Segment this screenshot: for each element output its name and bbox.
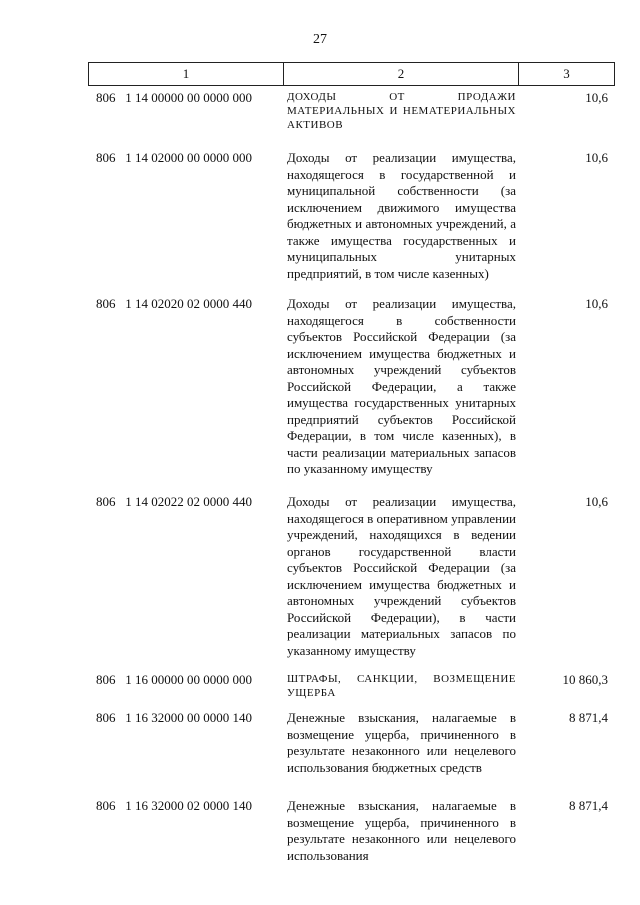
row-amount: 10,6 [585,494,608,509]
table-row [0,798,640,863]
table-row [0,150,640,300]
table-row [0,710,640,798]
column-header-3: 3 [519,63,615,86]
table-row [0,90,640,140]
budget-code: 806 1 16 32000 02 0000 140 [96,798,252,813]
row-amount: 8 871,4 [569,710,608,725]
column-header-1: 1 [89,63,284,86]
row-description: Денежные взыскания, налагаемые в возмещение ущерба, причиненного в результате незаконного или нецелевого использования [287,798,516,863]
row-description: Доходы от реализации имущества, находящегося в государственной и муниципальной собственности (за исключением движимого имущества бюджетных и автономных учреждений, а также имущества государственных и муниципальных унитарных предприятий, в том числе казенных) [287,150,516,281]
column-header-row [89,63,615,86]
column-header-2: 2 [284,63,519,86]
column-header-table [88,62,615,86]
table-row [0,672,640,712]
page-number: 27 [313,32,327,47]
table-body [0,86,640,863]
budget-code: 806 1 16 00000 00 0000 000 [96,672,252,687]
budget-code: 806 1 14 02022 02 0000 440 [96,494,252,509]
row-description: ШТРАФЫ, САНКЦИИ, ВОЗМЕЩЕНИЕ УЩЕРБА [287,673,516,699]
row-description: Доходы от реализации имущества, находящегося в оперативном управлении учреждений, находящихся в ведении органов государственной власти субъектов Российской Федерации (за исключением имущества бюджетных и автономных учреждений субъектов Российской Федерации), в части реализации материальных запасов по указанному имуществу [287,494,516,658]
table-row [0,296,640,492]
row-amount: 10,6 [585,150,608,165]
row-description: Доходы от реализации имущества, находящегося в собственности субъектов Российской Федерации (за исключением имущества бюджетных и автономных учреждений субъектов Российской Федерации, а также имущества государственных унитарных предприятий субъектов Российской Федерации, в том числе казенных), в части реализации материальных запасов по указанному имуществу [287,296,516,476]
row-description: ДОХОДЫ ОТ ПРОДАЖИ МАТЕРИАЛЬНЫХ И НЕМАТЕРИАЛЬНЫХ АКТИВОВ [287,91,516,131]
row-amount: 10,6 [585,296,608,311]
row-amount: 10 860,3 [562,672,608,687]
budget-code: 806 1 14 02020 02 0000 440 [96,296,252,311]
budget-code: 806 1 14 02000 00 0000 000 [96,150,252,165]
row-description: Денежные взыскания, налагаемые в возмещение ущерба, причиненного в результате незаконного или нецелевого использования бюджетных средств [287,710,516,775]
budget-code: 806 1 14 00000 00 0000 000 [96,90,252,105]
row-amount: 10,6 [585,90,608,105]
row-amount: 8 871,4 [569,798,608,813]
budget-code: 806 1 16 32000 00 0000 140 [96,710,252,725]
table-row [0,494,640,670]
